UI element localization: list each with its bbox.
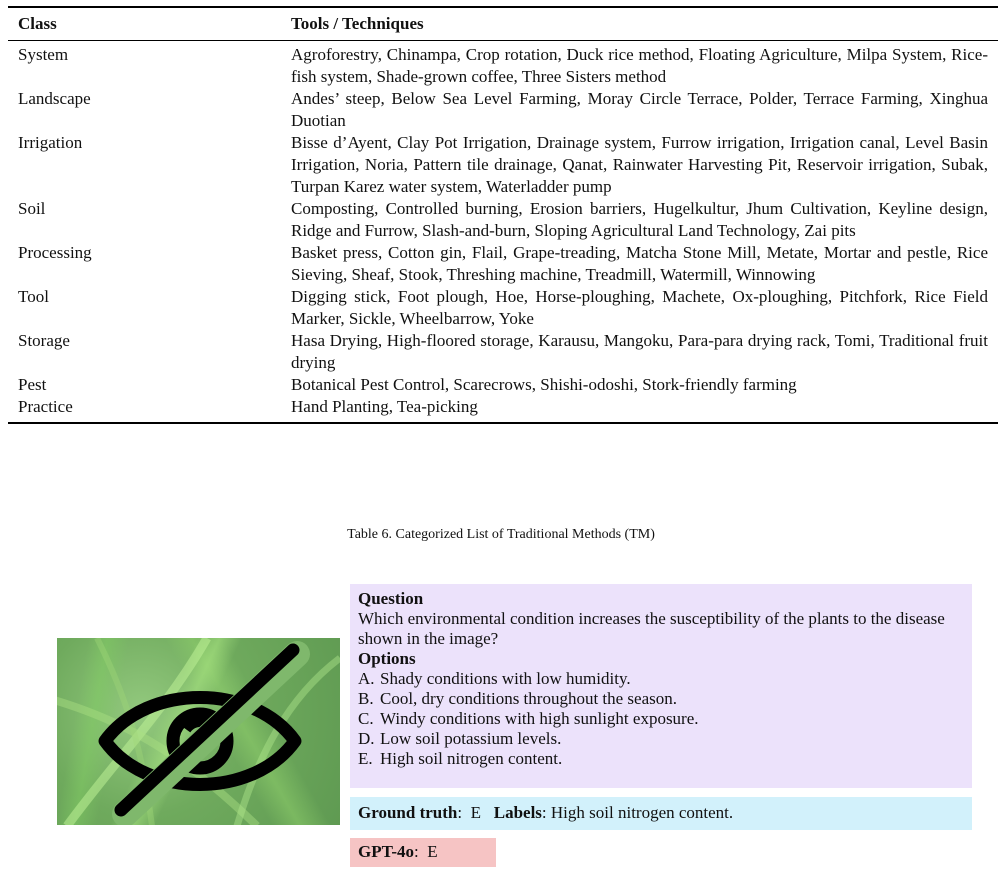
class-cell: Storage — [18, 331, 70, 350]
header-class: Class — [18, 14, 57, 33]
table-row — [8, 374, 998, 396]
table-row — [8, 286, 998, 330]
options-list — [358, 669, 964, 769]
model-name: GPT-4o — [358, 842, 415, 861]
ground-truth-value: E — [470, 803, 481, 822]
class-cell: System — [18, 45, 69, 64]
table-row — [8, 396, 998, 423]
option-text: Low soil potassium levels. — [380, 729, 562, 748]
table-row — [8, 132, 998, 198]
option-letter: D. — [358, 729, 375, 748]
option-item — [358, 689, 964, 709]
tools-cell: Composting, Controlled burning, Erosion barriers, Hugelkultur, Jhum Cultivation, Keyline design, Ridge and Furrow, Slash-and-burn, Sloping Agricultural Land Technology, Zai pits — [291, 199, 988, 240]
class-cell: Soil — [18, 199, 46, 218]
option-letter: E. — [358, 749, 373, 768]
option-text: Cool, dry conditions throughout the season. — [380, 689, 678, 708]
header-tools: Tools / Techniques — [291, 14, 424, 33]
labels-label: Labels — [493, 803, 542, 822]
tools-cell: Hasa Drying, High-floored storage, Karausu, Mangoku, Para-para drying rack, Tomi, Traditional fruit drying — [291, 331, 988, 372]
tools-cell: Bisse d’Ayent, Clay Pot Irrigation, Drainage system, Furrow irrigation, Irrigation canal, Level Basin Irrigation, Noria, Pattern tile drainage, Qanat, Rainwater Harvesting Pit, Reservoir irrigation, Subak, Turpan Karez water system, Waterladder pump — [291, 133, 988, 196]
class-cell: Processing — [18, 243, 92, 262]
table-row — [8, 88, 998, 132]
model-answer-box: GPT-4o: E — [350, 838, 496, 867]
option-item — [358, 669, 964, 689]
tools-cell: Digging stick, Foot plough, Hoe, Horse-ploughing, Machete, Ox-ploughing, Pitchfork, Rice Field Marker, Sickle, Wheelbarrow, Yoke — [291, 287, 988, 328]
traditional-methods-table — [8, 6, 998, 424]
option-letter: B. — [358, 689, 374, 708]
table-row — [8, 198, 998, 242]
options-heading: Options — [358, 649, 416, 668]
tools-cell: Andes’ steep, Below Sea Level Farming, Moray Circle Terrace, Polder, Terrace Farming, Xinghua Duotian — [291, 89, 988, 130]
question-box — [350, 584, 972, 788]
class-cell: Irrigation — [18, 133, 83, 152]
ground-truth-label: Ground truth — [358, 803, 458, 822]
option-letter: A. — [358, 669, 375, 688]
tools-cell: Agroforestry, Chinampa, Crop rotation, Duck rice method, Floating Agriculture, Milpa System, Rice-fish system, Shade-grown coffee, Three Sisters method — [291, 45, 988, 86]
class-cell: Landscape — [18, 89, 91, 108]
class-cell: Tool — [18, 287, 49, 306]
option-item — [358, 729, 964, 749]
table-header-row — [8, 7, 998, 41]
option-text: Windy conditions with high sunlight exposure. — [380, 709, 699, 728]
table-row — [8, 41, 998, 89]
ground-truth-box: Ground truth: E Labels: High soil nitrogen content. — [350, 797, 972, 830]
question-heading: Question — [358, 589, 424, 608]
tools-cell: Botanical Pest Control, Scarecrows, Shishi-odoshi, Stork-friendly farming — [291, 375, 797, 394]
table-row — [8, 242, 998, 286]
option-item — [358, 749, 964, 769]
option-text: Shady conditions with low humidity. — [380, 669, 631, 688]
model-answer-value: E — [427, 842, 438, 861]
labels-value: High soil nitrogen content. — [550, 803, 734, 822]
table-row — [8, 330, 998, 374]
class-cell: Practice — [18, 397, 73, 416]
question-text: Which environmental condition increases the susceptibility of the plants to the disease shown in the image? — [358, 609, 945, 648]
option-text: High soil nitrogen content. — [380, 749, 563, 768]
option-letter: C. — [358, 709, 374, 728]
tools-cell: Basket press, Cotton gin, Flail, Grape-treading, Matcha Stone Mill, Metate, Mortar and pestle, Rice Sieving, Sheaf, Stook, Threshing machine, Treadmill, Watermill, Winnowing — [291, 243, 988, 284]
plant-image — [57, 638, 340, 825]
tools-cell: Hand Planting, Tea-picking — [291, 397, 478, 416]
table-caption: Table 6. Categorized List of Traditional Methods (TM) — [347, 527, 655, 542]
option-item — [358, 709, 964, 729]
eye-slash-icon — [57, 638, 340, 825]
class-cell: Pest — [18, 375, 47, 394]
